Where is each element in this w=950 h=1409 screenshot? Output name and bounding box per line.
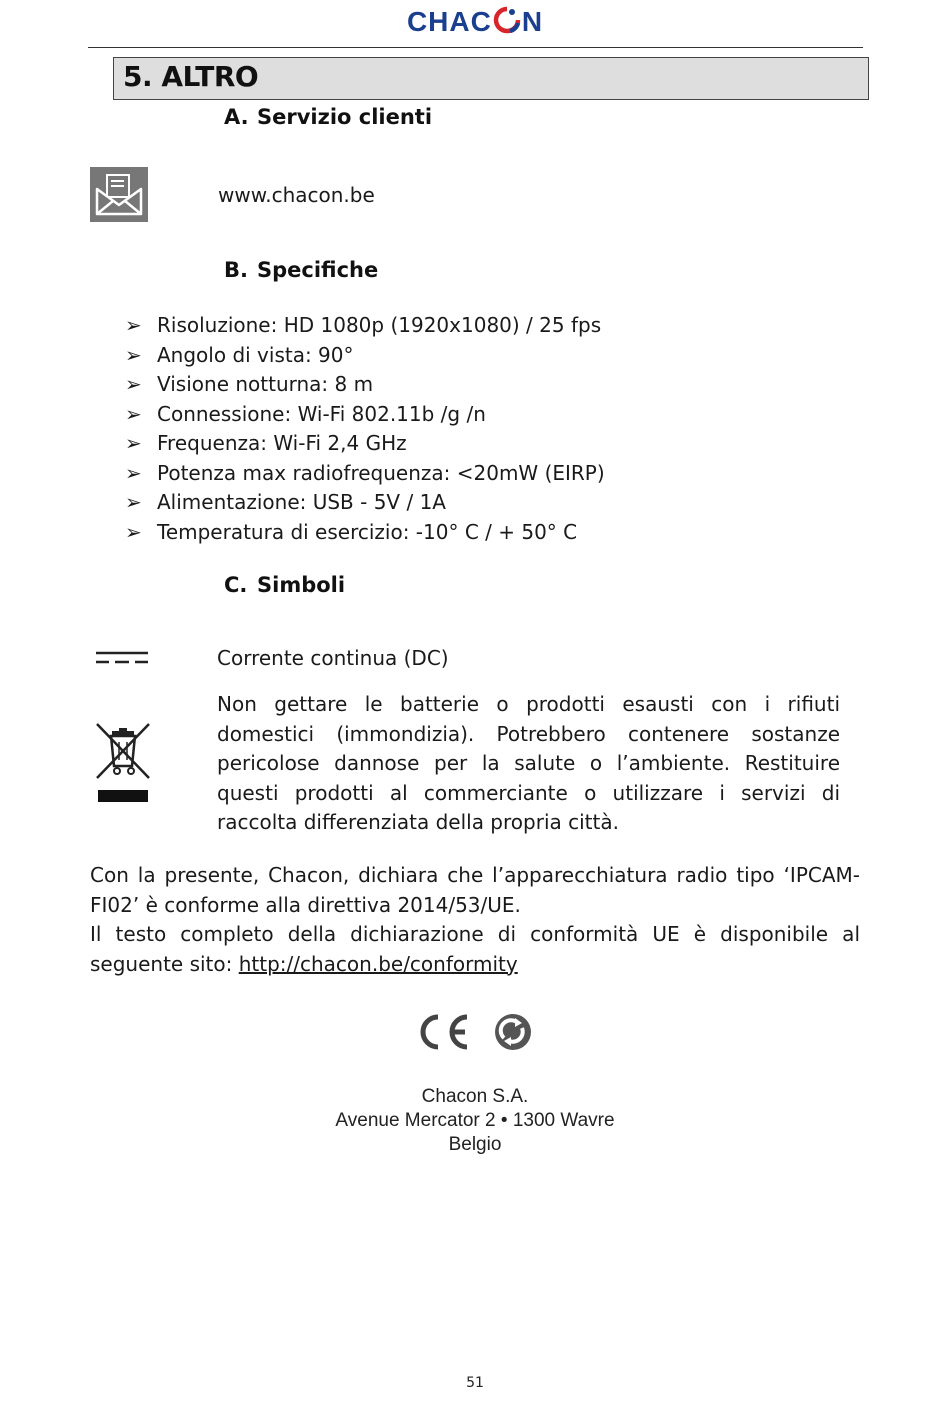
arrow-bullet-icon: ➢	[125, 342, 142, 367]
subsection-heading: Servizio clienti	[257, 105, 433, 129]
company-name: Chacon S.A.	[421, 1086, 529, 1107]
weee-bin-icon	[95, 722, 151, 804]
subsection-heading: Simboli	[257, 573, 346, 597]
arrow-bullet-icon: ➢	[125, 460, 142, 485]
arrow-bullet-icon: ➢	[125, 372, 142, 396]
conformity-link[interactable]: http://chacon.be/conformity	[238, 951, 518, 976]
declaration-conformity-text: Il testo completo della dichiarazione di conformità UE è disponibile al seguente sito: http://chacon.be/conformity	[90, 922, 860, 976]
company-street: Avenue Mercator 2 • 1300 Wavre	[335, 1110, 615, 1131]
company-country: Belgio	[448, 1134, 502, 1155]
customer-service-website: www.chacon.be	[218, 183, 375, 207]
section-title: 5. ALTRO	[123, 60, 259, 93]
recycle-mark-icon	[493, 1012, 533, 1052]
arrow-bullet-icon: ➢	[125, 431, 142, 455]
logo-o-icon	[493, 6, 521, 32]
logo-text-part2: N	[521, 6, 544, 37]
subsection-letter: C.	[224, 573, 248, 597]
arrow-bullet-icon: ➢	[125, 401, 142, 426]
arrow-bullet-icon: ➢	[125, 313, 142, 337]
subsection-customer-service	[224, 105, 432, 129]
list-item: ➢ Frequenza: Wi-Fi 2,4 GHz	[125, 429, 605, 459]
header-rule	[88, 47, 863, 48]
subsection-specs	[224, 258, 378, 282]
list-item: ➢ Temperatura di esercizio: -10° C / + 50° C	[125, 518, 605, 548]
logo-text-part1: CHAC	[406, 6, 492, 37]
declaration-text: Con la presente, Chacon, dichiara che l’apparecchiatura radio tipo ‘IPCAM-FI02’ è conforme alla direttiva 2014/53/UE.	[90, 863, 860, 917]
list-item: ➢ Connessione: Wi-Fi 802.11b /g /n	[125, 400, 605, 430]
list-item: ➢ Visione notturna: 8 m	[125, 370, 605, 400]
ce-mark-icon	[417, 1012, 471, 1052]
chacon-logo	[0, 6, 950, 38]
list-item: ➢ Alimentazione: USB - 5V / 1A	[125, 488, 605, 518]
arrow-bullet-icon: ➢	[125, 519, 142, 544]
company-address	[0, 1085, 950, 1157]
dc-text: Corrente continua (DC)	[217, 646, 449, 670]
envelope-icon	[90, 167, 148, 222]
subsection-heading: Specifiche	[257, 258, 379, 282]
dc-symbol-icon	[95, 650, 149, 666]
subsection-symbols	[224, 573, 345, 597]
weee-text: Non gettare le batterie o prodotti esausti con i rifiuti domestici (immondizia). Potrebbero contenere sostanze pericolose dannose per la salute o l’ambiente. Restituire questi prodotti al commerciante o utilizzare i servizi di raccolta differenziata della propria città.	[217, 692, 840, 834]
subsection-letter: A.	[224, 105, 249, 129]
arrow-bullet-icon: ➢	[125, 490, 142, 514]
list-item: ➢ Risoluzione: HD 1080p (1920x1080) / 25 fps	[125, 311, 605, 341]
list-item: ➢ Angolo di vista: 90°	[125, 341, 605, 371]
list-item: ➢ Potenza max radiofrequenza: <20mW (EIRP)	[125, 459, 605, 489]
specs-list	[125, 311, 605, 547]
subsection-letter: B.	[224, 258, 248, 282]
page-number: 51	[466, 1375, 484, 1391]
